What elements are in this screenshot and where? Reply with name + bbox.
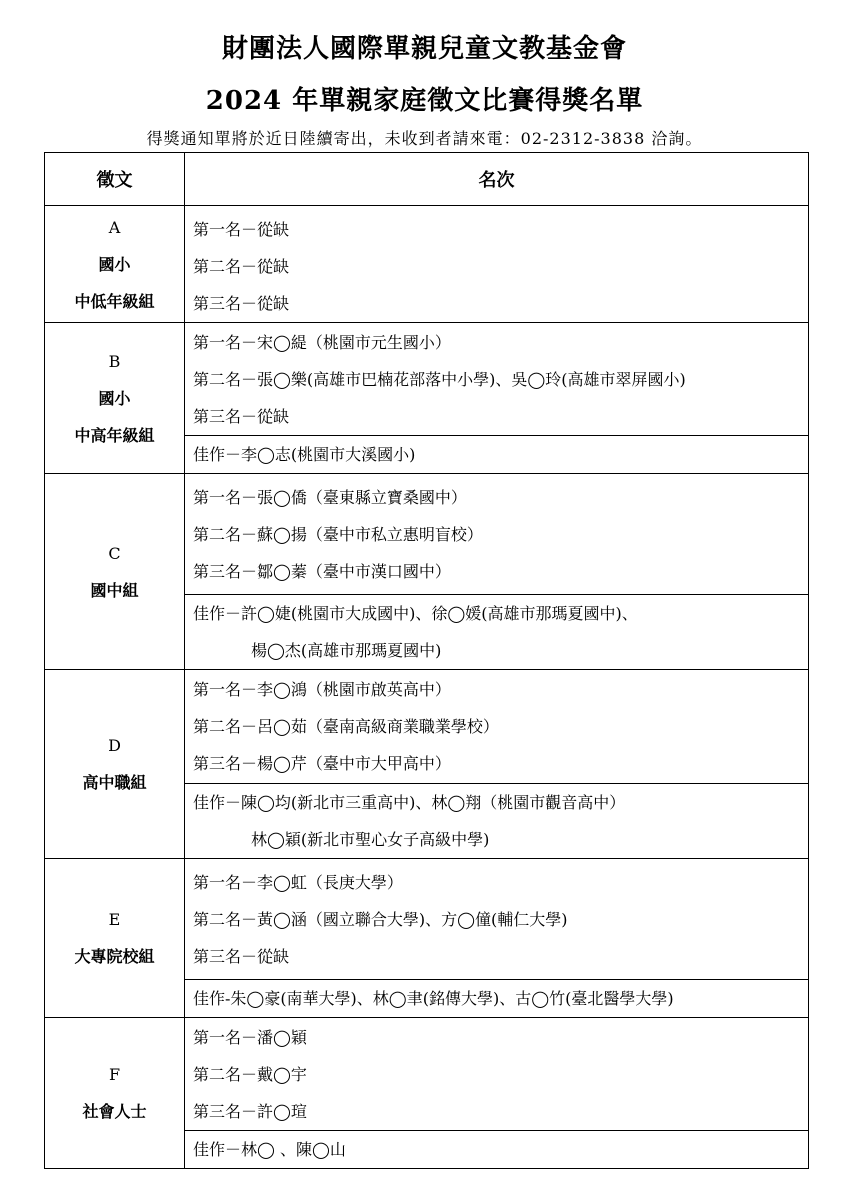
category-cell [45,206,185,323]
category-letter: C [108,543,121,563]
category-letter: F [108,1065,121,1084]
group-row-b [45,323,809,436]
notice-text: 得獎通知單將於近日陸續寄出，未收到者請來電：02-2312-3838 洽詢。 [146,129,703,148]
winners-cell [185,323,809,436]
category-cell [45,474,185,670]
honorable-cell [185,784,809,859]
winner-line: 第二名－呂◯茹（臺南高級商業職業學校） [193,717,499,736]
winner-line: 第二名－戴◯宇 [193,1064,307,1084]
winner-line: 第三名－從缺 [193,406,290,426]
winner-line: 第三名－楊◯芹（臺中市大甲高中） [193,754,451,773]
category-name: 大專院校組 [74,947,155,966]
category-cell [45,859,185,1018]
honorable-line: 佳作－陳◯均(新北市三重高中)、林◯翔（桃園市觀音高中） [193,793,626,812]
winners-cell [185,670,809,784]
group-row-d [45,670,809,784]
winners-cell [185,859,809,980]
table-header-row [45,153,809,206]
category-level: 國小 [98,388,131,408]
honorable-line: 楊◯杰(高雄市那瑪夏國中) [251,641,442,660]
honorable-line: 佳作－許◯婕(桃園市大成國中)、徐◯媛(高雄市那瑪夏國中)、 [193,604,638,623]
winner-line: 第三名－許◯瑄 [193,1101,307,1121]
honorable-cell [185,980,809,1018]
honorable-cell [185,1131,809,1169]
winner-line: 第二名－黃◯涵（國立聯合大學)、方◯僮(輔仁大學) [193,909,568,929]
column-header-category: 徵文 [45,153,185,206]
group-row-a [45,206,809,323]
category-letter: A [108,217,121,237]
group-row-c [45,474,809,595]
category-letter: D [108,736,121,755]
winner-line: 第二名－蘇◯揚（臺中市私立惠明盲校） [193,524,483,544]
group-row-e [45,859,809,980]
category-cell [45,670,185,859]
group-row-f [45,1018,809,1131]
winner-line: 第三名－從缺 [193,946,290,966]
honorable-line: 佳作－林◯ 、陳◯山 [193,1140,346,1159]
honorable-cell [185,595,809,670]
page-subtitle: 2024 年單親家庭徵文比賽得獎名單 [205,86,644,116]
winner-line: 第一名－李◯虹（長庚大學） [193,872,403,892]
winner-line: 第一名－宋◯緹（桃園市元生國小） [193,332,451,352]
category-name: 高中職組 [82,773,147,792]
honorable-cell [185,436,809,474]
category-letter: B [108,351,121,371]
winner-line: 第二名－張◯樂(高雄市巴楠花部落中小學)、吳◯玲(高雄市翠屏國小) [193,369,686,389]
winners-cell [185,206,809,323]
category-name: 中高年級組 [74,425,155,445]
winner-line: 第一名－李◯鴻（桃園市啟英高中） [193,680,451,699]
category-cell [45,1018,185,1169]
winners-cell [185,1018,809,1131]
honorable-line: 林◯穎(新北市聖心女子高級中學) [251,830,490,849]
category-letter: E [108,910,121,929]
category-name: 中低年級組 [74,291,155,311]
winner-line: 第三名－鄒◯蓁（臺中市漢口國中） [193,561,451,581]
column-header-ranking: 名次 [185,153,809,206]
winner-line: 第一名－張◯僑（臺東縣立寶桑國中） [193,487,467,507]
awards-table [44,152,809,1169]
category-level: 國小 [98,254,131,274]
winners-cell [185,474,809,595]
category-name: 社會人士 [82,1102,147,1121]
winner-line: 第一名－從缺 [193,220,290,239]
honorable-line: 佳作－李◯志(桃園市大溪國小) [193,445,416,464]
winner-line: 第二名－從缺 [193,257,290,276]
category-cell [45,323,185,474]
winner-line: 第三名－從缺 [193,294,290,313]
page-title: 財團法人國際單親兒童文教基金會 [221,34,627,64]
category-name: 國中組 [90,580,139,600]
honorable-line: 佳作-朱◯豪(南華大學)、林◯聿(銘傳大學)、古◯竹(臺北醫學大學) [193,989,674,1008]
winner-line: 第一名－潘◯穎 [193,1027,307,1047]
